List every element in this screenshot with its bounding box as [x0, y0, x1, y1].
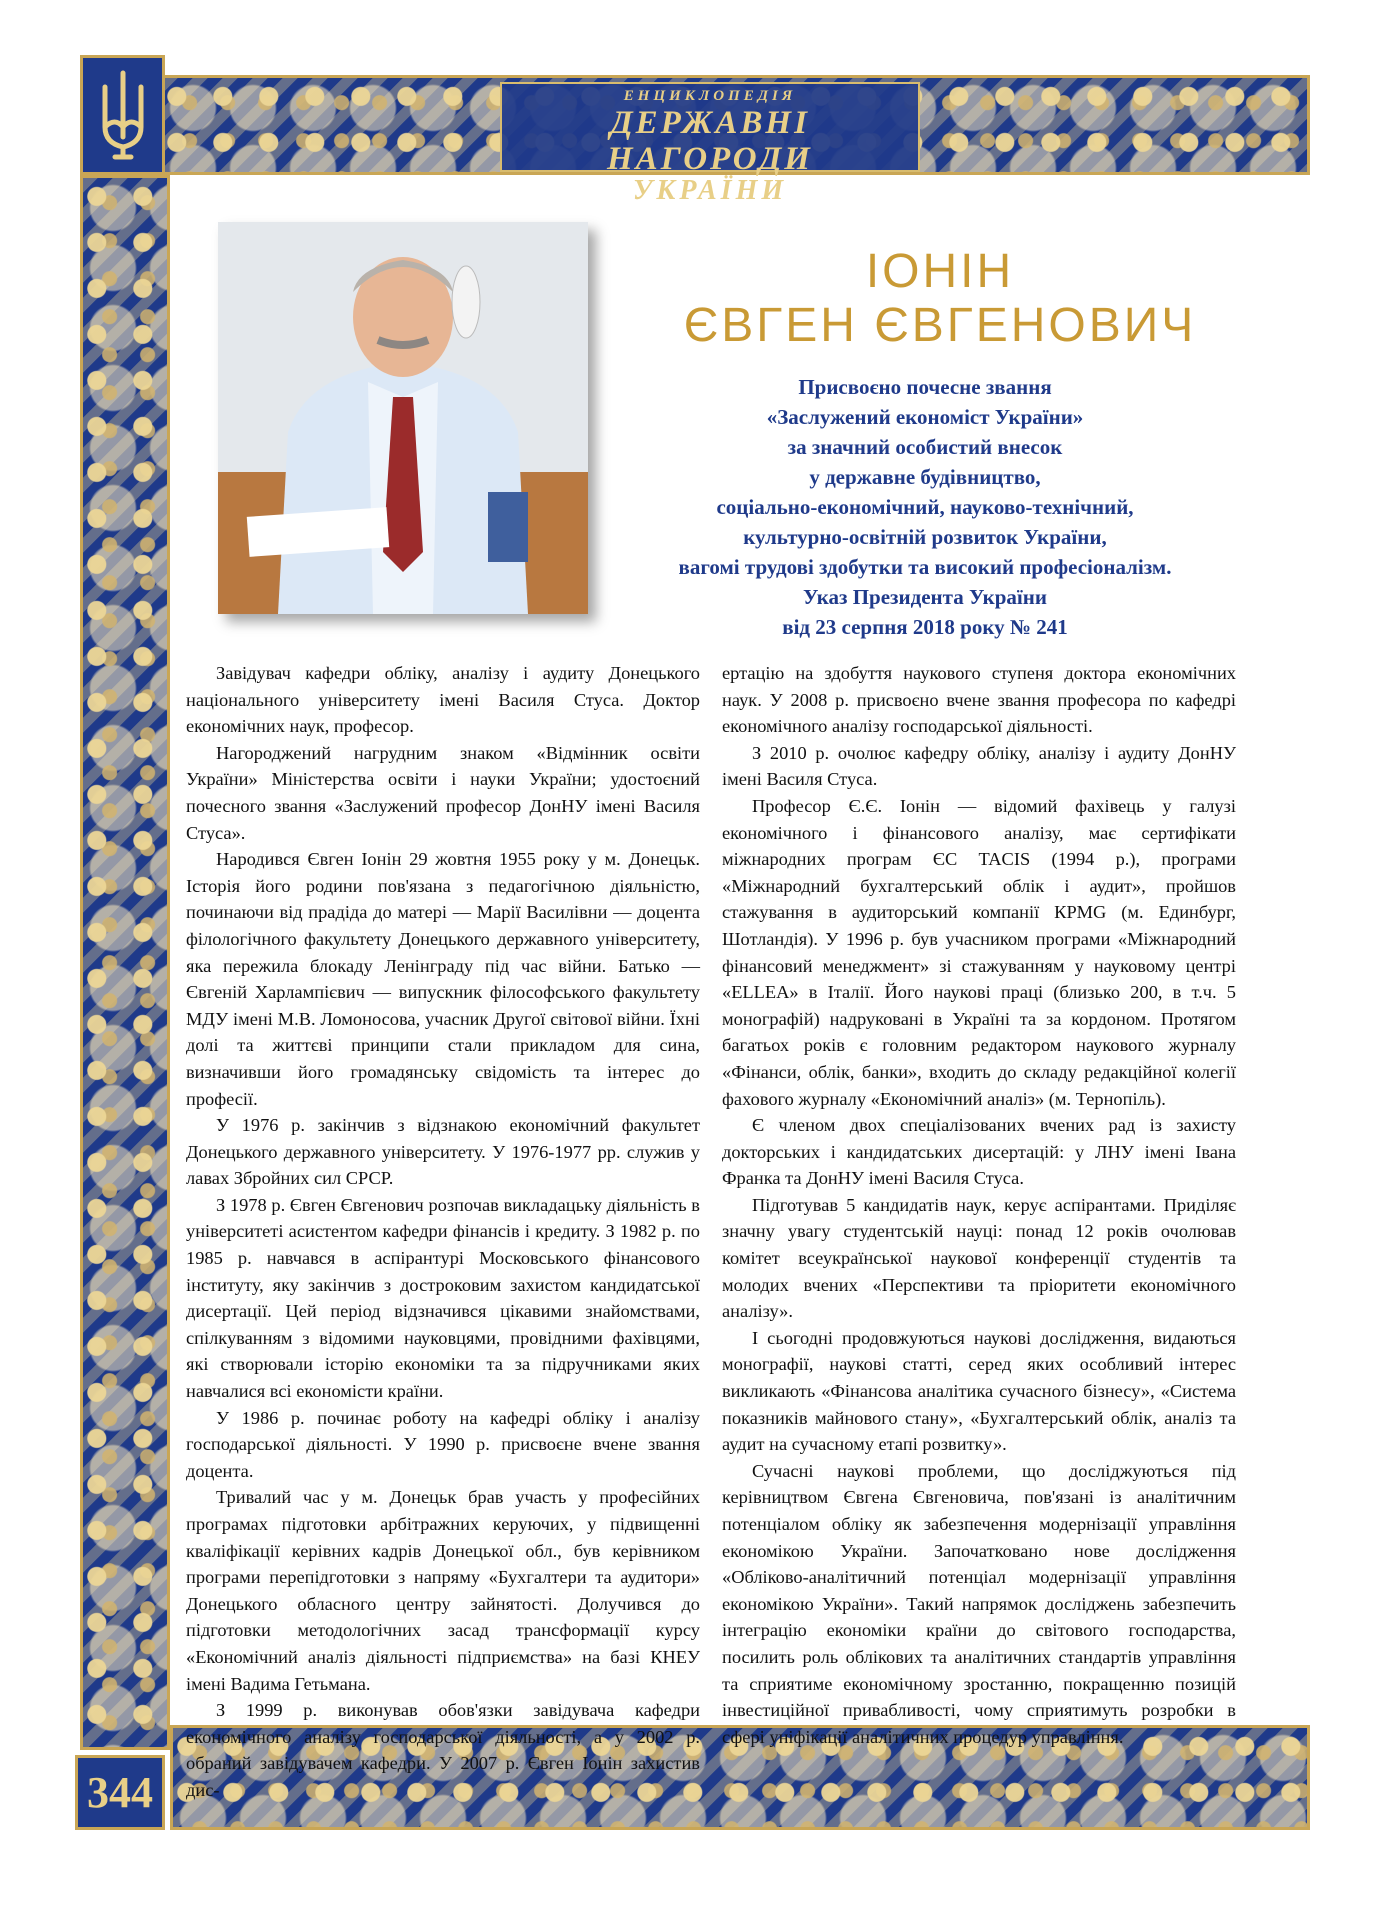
award-statement [640, 372, 1210, 642]
paragraph: З 1999 р. виконував обов'язки завідувача кафедри економічного аналізу господарської діяльності, а у 2002 р. обраний завідувачем кафедри. У 2007 р. Євген Іонін захистив дис- [186, 1700, 700, 1800]
paragraph: Сучасні наукові проблеми, що досліджуються під керівництвом Євгена Євгеновича, пов'язані із аналітичним потенціалом обліку як забезпечення модернізації управління економікою України. Започатковано нове дослідження «Обліково-аналітичний потенціал модернізації управління економікою України». Такий напрямок досліджень забезпечить інтеграцію економіки країни до світового господарства, посилить роль облікових та аналітичних стандартів управління та сприятиме економічному зростанню, покращенню позицій інвестиційної привабливості, чому сприятимуть розробки в сфері уніфікації аналітичних процедур управління. [722, 1460, 1236, 1747]
award-line: від 23 серпня 2018 року № 241 [782, 615, 1068, 639]
body-column-left [186, 660, 700, 1804]
award-line: Присвоєно почесне звання [798, 375, 1052, 399]
paragraph: Підготував 5 кандидатів наук, керує аспірантами. Приділяє значну увагу студентській науці: понад 12 років очолював комітет всеукраїнської наукової конференції студентів та молодих вчених «Перспективи та пріоритети економічного аналізу». [722, 1194, 1236, 1322]
body-column-right [722, 660, 1236, 1750]
award-line: вагомі трудові здобутки та високий професіоналізм. [678, 555, 1172, 579]
ornament-border-left [80, 175, 170, 1750]
paragraph: Завідувач кафедри обліку, аналізу і аудиту Донецького національного університету імені Василя Стуса. Доктор економічних наук, професор. [186, 663, 700, 737]
award-line: за значний особистий внесок [787, 435, 1063, 459]
award-line: культурно-освітній розвиток України, [743, 525, 1107, 549]
given-names: ЄВГЕН ЄВГЕНОВИЧ [683, 299, 1197, 352]
award-line: у державне будівництво, [809, 465, 1041, 489]
banner-line-3: УКРАЇНИ [632, 175, 788, 206]
page-number: 344 [87, 1768, 153, 1817]
paragraph: З 2010 р. очолює кафедру обліку, аналізу і аудиту ДонНУ імені Василя Стуса. [722, 742, 1236, 790]
page-number-box [75, 1755, 165, 1830]
paragraph: І сьогодні продовжуються наукові дослідження, видаються монографії, наукові статті, серед яких особливий інтерес викликають «Фінансова аналітика сучасного бізнесу», «Система показників майнового стану», «Бухгалтерський облік, аналіз та аудит на сучасному етапі розвитку». [722, 1327, 1236, 1455]
paragraph: У 1976 р. закінчив з відзнакою економічний факультет Донецького державного університету. У 1976-1977 рр. служив у лавах Збройних сил СРСР. [186, 1115, 700, 1189]
paragraph: Народився Євген Іонін 29 жовтня 1955 року у м. Донецьк. Історія його родини пов'язана з педагогічною діяльністю, починаючи від прадіда до матері — Марії Василівни — доцента філологічного факультету Донецького державного університету, яка пережила блокаду Ленінграду під час війни. Батько — Євгеній Харлампієвич — випускник філософського факультету МДУ імені М.В. Ломоносова, учасник Другої світової війни. Їхні долі та життєві принципи стали прикладом для сина, визначивши його громадянську свідомість та інтерес до професії. [186, 849, 700, 1109]
paragraph: Професор Є.Є. Іонін — відомий фахівець у галузі економічного і фінансового аналізу, має сертифікати міжнародних програм ЄС TACIS (1994 р.), програми «Міжнародний бухгалтерський облік і аудит», пройшов стажування в аудиторський компанії КРМG (м. Единбург, Шотландія). У 1996 р. був учасником програми «Міжнародний фінансовий менеджмент» зі стажуванням у науковому центрі «ELLEA» в Італії. Його наукові праці (близько 200, в т.ч. 5 монографій) надруковані в Україні та за кордоном. Протягом багатьох років є головним редактором наукового журналу «Фінанси, облік, банки», входить до складу редакційної колегії фахового журналу «Економічний аналіз» (м. Тернопіль). [722, 795, 1236, 1109]
person-name [680, 245, 1200, 353]
award-line: соціально-економічний, науково-технічний, [716, 495, 1134, 519]
portrait-photo [218, 222, 588, 614]
paragraph: Є членом двох спеціалізованих вчених рад із захисту докторських і кандидатських дисертацій: у ЛНУ імені Івана Франка та ДонНУ імені Василя Стуса. [722, 1115, 1236, 1189]
surname: ІОНІН [865, 245, 1015, 298]
emblem-box [80, 55, 165, 175]
trident-icon [95, 67, 151, 163]
paragraph: Нагороджений нагрудним знаком «Відмінник освіти України» Міністерства освіти і науки України; удостоєний почесного звання «Заслужений професор ДонНУ імені Василя Стуса». [186, 742, 700, 843]
encyclopedia-banner [500, 82, 920, 206]
award-line: «Заслужений економіст України» [766, 405, 1084, 429]
paragraph: Тривалий час у м. Донецьк брав участь у професійних програмах підготовки арбітражних керуючих, у підвищенні кваліфікації керівних кадрів Донецької обл., був керівником програми перепідготовки з напряму «Бухгалтери та аудитори» Донецького обласного центру зайнятості. Долучився до підготовки методологічних засад трансформації курсу «Економічний аналіз діяльності підприємства» на базі КНЕУ імені Вадима Гетьмана. [186, 1487, 700, 1694]
award-line: Указ Президента України [803, 585, 1047, 609]
banner-line-2: ДЕРЖАВНІ НАГОРОДИ [607, 105, 813, 177]
paragraph: З 1978 р. Євген Євгенович розпочав викладацьку діяльність в університеті асистентом кафедри фінансів і кредиту. З 1982 р. по 1985 р. навчався в аспірантурі Московського фінансового інституту, яку закінчив з достроковим захистом кандидатської дисертації. Цей період відзначився цікавими знайомствами, спілкуванням з відомими науковцями, провідними фахівцями, які створювали історію економіки та за підручниками яких навчалися всі економісти країни. [186, 1194, 700, 1402]
paragraph: ертацію на здобуття наукового ступеня доктора економічних наук. У 2008 р. присвоєно вчене звання професора по кафедрі економічного аналізу господарської діяльності. [722, 663, 1236, 737]
paragraph: У 1986 р. починає роботу на кафедрі обліку і аналізу господарської діяльності. У 1990 р. присвоєне вчене звання доцента. [186, 1407, 700, 1481]
banner-line-1: ЕНЦИКЛОПЕДІЯ [623, 88, 797, 104]
